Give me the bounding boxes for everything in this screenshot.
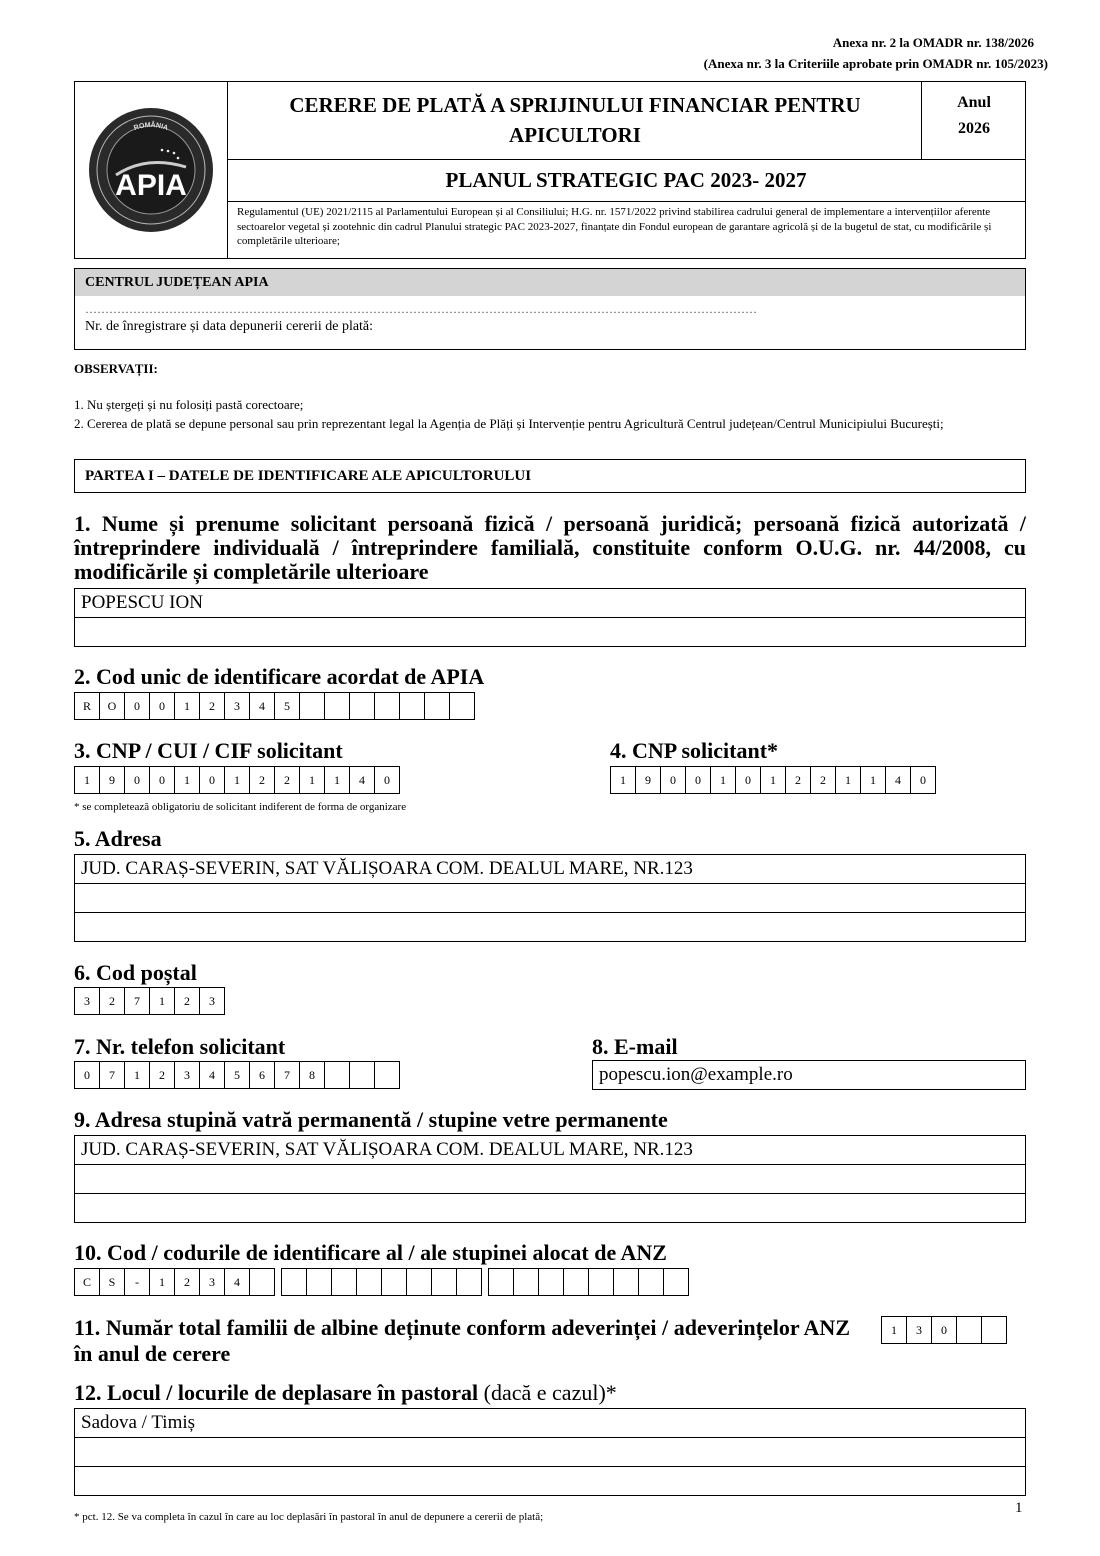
- digit-cell[interactable]: C: [74, 1268, 100, 1296]
- digit-cell[interactable]: [381, 1268, 407, 1296]
- digit-cell[interactable]: 9: [99, 766, 125, 794]
- s6-label: 6. Cod poștal: [74, 960, 197, 985]
- digit-cell[interactable]: [563, 1268, 589, 1296]
- digit-cell[interactable]: 2: [99, 987, 125, 1015]
- s5-field-2[interactable]: [74, 883, 1026, 913]
- s10-cells-group-1[interactable]: [74, 1268, 275, 1296]
- digit-cell[interactable]: 1: [74, 766, 100, 794]
- digit-cell[interactable]: 5: [274, 692, 300, 720]
- digit-cell[interactable]: 1: [124, 1061, 150, 1089]
- s11-label: 11. Număr total familii de albine deținute conform adeverinței / adeverințelor ANZ în anul de cerere: [74, 1315, 850, 1366]
- logo-cell: [75, 82, 228, 258]
- digit-cell[interactable]: S: [99, 1268, 125, 1296]
- digit-cell[interactable]: [349, 1061, 375, 1089]
- digit-cell[interactable]: 0: [74, 1061, 100, 1089]
- digit-cell[interactable]: 3: [224, 692, 250, 720]
- digit-cell[interactable]: [299, 692, 325, 720]
- digit-cell[interactable]: [538, 1268, 564, 1296]
- digit-cell[interactable]: 2: [199, 692, 225, 720]
- digit-cell[interactable]: 7: [274, 1061, 300, 1089]
- digit-cell[interactable]: 1: [174, 766, 200, 794]
- digit-cell[interactable]: 0: [149, 766, 175, 794]
- observatii-item-2: 2. Cererea de plată se depune personal sau prin reprezentant legal la Agenția de Plăți și Intervenție pentru Agricultură Centrul județean/Centrul Municipiului București;: [74, 416, 944, 431]
- digit-cell[interactable]: 4: [885, 766, 911, 794]
- registration-label: Nr. de înregistrare și data depunerii cererii de plată:: [85, 319, 374, 334]
- digit-cell[interactable]: 1: [149, 1268, 175, 1296]
- s10-cells-group-2[interactable]: [281, 1268, 482, 1296]
- digit-cell[interactable]: [456, 1268, 482, 1296]
- s2-cells[interactable]: [74, 692, 475, 720]
- s10-label: 10. Cod / codurile de identificare al / ale stupinei alocat de ANZ: [74, 1240, 667, 1265]
- digit-cell[interactable]: [424, 692, 450, 720]
- digit-cell[interactable]: 1: [860, 766, 886, 794]
- digit-cell[interactable]: 2: [810, 766, 836, 794]
- digit-cell[interactable]: 7: [99, 1061, 125, 1089]
- digit-cell[interactable]: [374, 692, 400, 720]
- apia-logo: [86, 105, 216, 235]
- digit-cell[interactable]: 5: [224, 1061, 250, 1089]
- digit-cell[interactable]: 0: [124, 766, 150, 794]
- digit-cell[interactable]: [306, 1268, 332, 1296]
- digit-cell[interactable]: 6: [249, 1061, 275, 1089]
- plan-cell: [227, 159, 1025, 202]
- digit-cell[interactable]: 2: [149, 1061, 175, 1089]
- digit-cell[interactable]: 0: [685, 766, 711, 794]
- s3-cells[interactable]: [74, 766, 400, 794]
- s7-cells[interactable]: [74, 1061, 400, 1089]
- title-block: [74, 81, 1026, 259]
- digit-cell[interactable]: -: [124, 1268, 150, 1296]
- digit-cell[interactable]: 0: [735, 766, 761, 794]
- digit-cell[interactable]: [956, 1316, 982, 1344]
- digit-cell[interactable]: 3: [906, 1316, 932, 1344]
- digit-cell[interactable]: 1: [835, 766, 861, 794]
- observatii-item-1: 1. Nu ștergeți și nu folosiți pastă corectoare;: [74, 397, 304, 412]
- s12-label-normal: (dacă e cazul)*: [478, 1380, 617, 1405]
- digit-cell[interactable]: [281, 1268, 307, 1296]
- footnote: * pct. 12. Se va completa în cazul în care au loc deplasări în pastoral în anul de depunere a cererii de plată;: [74, 1511, 544, 1523]
- legal-text: Regulamentul (UE) 2021/2115 al Parlamentului European și al Consiliului; H.G. nr. 1571/2022 privind stabilirea cadrului general de implementare a intervențiilor aferente sectoarelor vegetal și zootehnic din cadrul Planului strategic PAC 2023-2027, finanțate din Fondul european de garantare agricolă și de la bugetul de stat, cu modificările și completările ulterioare;: [237, 206, 992, 247]
- digit-cell[interactable]: 2: [174, 1268, 200, 1296]
- s12-field-1[interactable]: Sadova / Timiș: [74, 1408, 1026, 1438]
- digit-cell[interactable]: 0: [199, 766, 225, 794]
- digit-cell[interactable]: 9: [635, 766, 661, 794]
- digit-cell[interactable]: [431, 1268, 457, 1296]
- digit-cell[interactable]: [513, 1268, 539, 1296]
- digit-cell[interactable]: 4: [349, 766, 375, 794]
- digit-cell[interactable]: [399, 692, 425, 720]
- year-label: Anul: [957, 94, 991, 111]
- digit-cell[interactable]: [324, 1061, 350, 1089]
- digit-cell[interactable]: 4: [224, 1268, 250, 1296]
- digit-cell[interactable]: [349, 692, 375, 720]
- digit-cell[interactable]: [663, 1268, 689, 1296]
- s9-field-3[interactable]: [74, 1193, 1026, 1223]
- digit-cell[interactable]: [588, 1268, 614, 1296]
- svg-text:ROMÂNIA: ROMÂNIA: [133, 121, 169, 133]
- digit-cell[interactable]: O: [99, 692, 125, 720]
- digit-cell[interactable]: [249, 1268, 275, 1296]
- s4-cells[interactable]: [610, 766, 936, 794]
- s5-label: 5. Adresa: [74, 826, 162, 851]
- s12-label: [74, 1380, 617, 1406]
- digit-cell[interactable]: 1: [610, 766, 636, 794]
- digit-cell[interactable]: [613, 1268, 639, 1296]
- digit-cell[interactable]: 1: [299, 766, 325, 794]
- digit-cell[interactable]: 4: [249, 692, 275, 720]
- digit-cell[interactable]: [374, 1061, 400, 1089]
- digit-cell[interactable]: 8: [299, 1061, 325, 1089]
- s5-field-3[interactable]: [74, 912, 1026, 942]
- partea-1-header: [74, 459, 1026, 493]
- plan-title: PLANUL STRATEGIC PAC 2023- 2027: [445, 168, 807, 192]
- s4-label: 4. CNP solicitant*: [610, 738, 779, 763]
- digit-cell[interactable]: 3: [74, 987, 100, 1015]
- logo-text: APIA: [115, 169, 187, 202]
- s2-label: 2. Cod unic de identificare acordat de APIA: [74, 664, 485, 689]
- digit-cell[interactable]: 0: [910, 766, 936, 794]
- digit-cell[interactable]: 1: [710, 766, 736, 794]
- cnp-note: * se completează obligatoriu de solicitant indiferent de forma de organizare: [74, 801, 407, 813]
- digit-cell[interactable]: 1: [760, 766, 786, 794]
- centru-box: [74, 268, 1026, 350]
- s10-cells-group-3[interactable]: [488, 1268, 689, 1296]
- s12-label-bold: 12. Locul / locurile de deplasare în pastoral: [74, 1380, 479, 1405]
- s3-label: 3. CNP / CUI / CIF solicitant: [74, 738, 343, 763]
- digit-cell[interactable]: R: [74, 692, 100, 720]
- digit-cell[interactable]: [406, 1268, 432, 1296]
- s5-field-1[interactable]: JUD. CARAȘ-SEVERIN, SAT VĂLIȘOARA COM. DEALUL MARE, NR.123: [74, 854, 1026, 884]
- centru-title: CENTRUL JUDEȚEAN APIA: [75, 269, 1025, 296]
- digit-cell[interactable]: 0: [931, 1316, 957, 1344]
- s8-label: 8. E-mail: [592, 1034, 678, 1059]
- centru-dots: ……………………………………………………………………………………………………………………………………………………: [85, 302, 757, 316]
- s6-cells[interactable]: [74, 987, 225, 1015]
- digit-cell[interactable]: 2: [274, 766, 300, 794]
- digit-cell[interactable]: 1: [174, 692, 200, 720]
- s9-field-1[interactable]: JUD. CARAȘ-SEVERIN, SAT VĂLIȘOARA COM. DEALUL MARE, NR.123: [74, 1135, 1026, 1165]
- digit-cell[interactable]: 0: [660, 766, 686, 794]
- page-number: 1: [1015, 1500, 1023, 1516]
- year-value: 2026: [958, 120, 990, 137]
- digit-cell[interactable]: 1: [224, 766, 250, 794]
- digit-cell[interactable]: [638, 1268, 664, 1296]
- s12-field-2[interactable]: [74, 1437, 1026, 1467]
- digit-cell[interactable]: [449, 692, 475, 720]
- observatii-title: OBSERVAȚII:: [74, 361, 158, 376]
- partea-1-title: PARTEA I – DATELE DE IDENTIFICARE ALE APICULTORULUI: [85, 468, 532, 484]
- digit-cell[interactable]: 2: [174, 987, 200, 1015]
- s1-field-2[interactable]: [74, 617, 1026, 647]
- digit-cell[interactable]: 3: [199, 987, 225, 1015]
- s1-label: 1. Nume și prenume solicitant persoană fizică / persoană juridică; persoană fizică autorizată / întreprindere individuală / întreprindere familială, constituite conform O.U.G. nr. 44/2008, cu modificările și completările ulterioare: [74, 511, 1026, 584]
- digit-cell[interactable]: [981, 1316, 1007, 1344]
- digit-cell[interactable]: [356, 1268, 382, 1296]
- digit-cell[interactable]: 0: [124, 692, 150, 720]
- digit-cell[interactable]: 0: [374, 766, 400, 794]
- digit-cell[interactable]: 7: [124, 987, 150, 1015]
- digit-cell[interactable]: 1: [324, 766, 350, 794]
- s9-label: 9. Adresa stupină vatră permanentă / stupine vetre permanente: [74, 1107, 668, 1132]
- year-cell: [921, 82, 1026, 160]
- digit-cell[interactable]: 4: [199, 1061, 225, 1089]
- digit-cell[interactable]: [331, 1268, 357, 1296]
- email-field[interactable]: popescu.ion@example.ro: [592, 1060, 1026, 1090]
- digit-cell[interactable]: 2: [249, 766, 275, 794]
- digit-cell[interactable]: 3: [199, 1268, 225, 1296]
- digit-cell[interactable]: 0: [149, 692, 175, 720]
- annex-line-1: Anexa nr. 2 la OMADR nr. 138/2026: [832, 35, 1034, 50]
- s7-label: 7. Nr. telefon solicitant: [74, 1034, 286, 1059]
- s12-field-3[interactable]: [74, 1466, 1026, 1496]
- digit-cell[interactable]: 1: [881, 1316, 907, 1344]
- digit-cell[interactable]: [324, 692, 350, 720]
- digit-cell[interactable]: 1: [149, 987, 175, 1015]
- annex-line-2: (Anexa nr. 3 la Criteriile aprobate prin OMADR nr. 105/2023): [703, 56, 1048, 71]
- s9-field-2[interactable]: [74, 1164, 1026, 1194]
- form-title: CERERE DE PLATĂ A SPRIJINULUI FINANCIAR PENTRU APICULTORI: [289, 93, 861, 147]
- digit-cell[interactable]: 2: [785, 766, 811, 794]
- s11-cells[interactable]: [881, 1316, 1007, 1344]
- digit-cell[interactable]: [488, 1268, 514, 1296]
- s1-field-1[interactable]: POPESCU ION: [74, 588, 1026, 618]
- digit-cell[interactable]: 3: [174, 1061, 200, 1089]
